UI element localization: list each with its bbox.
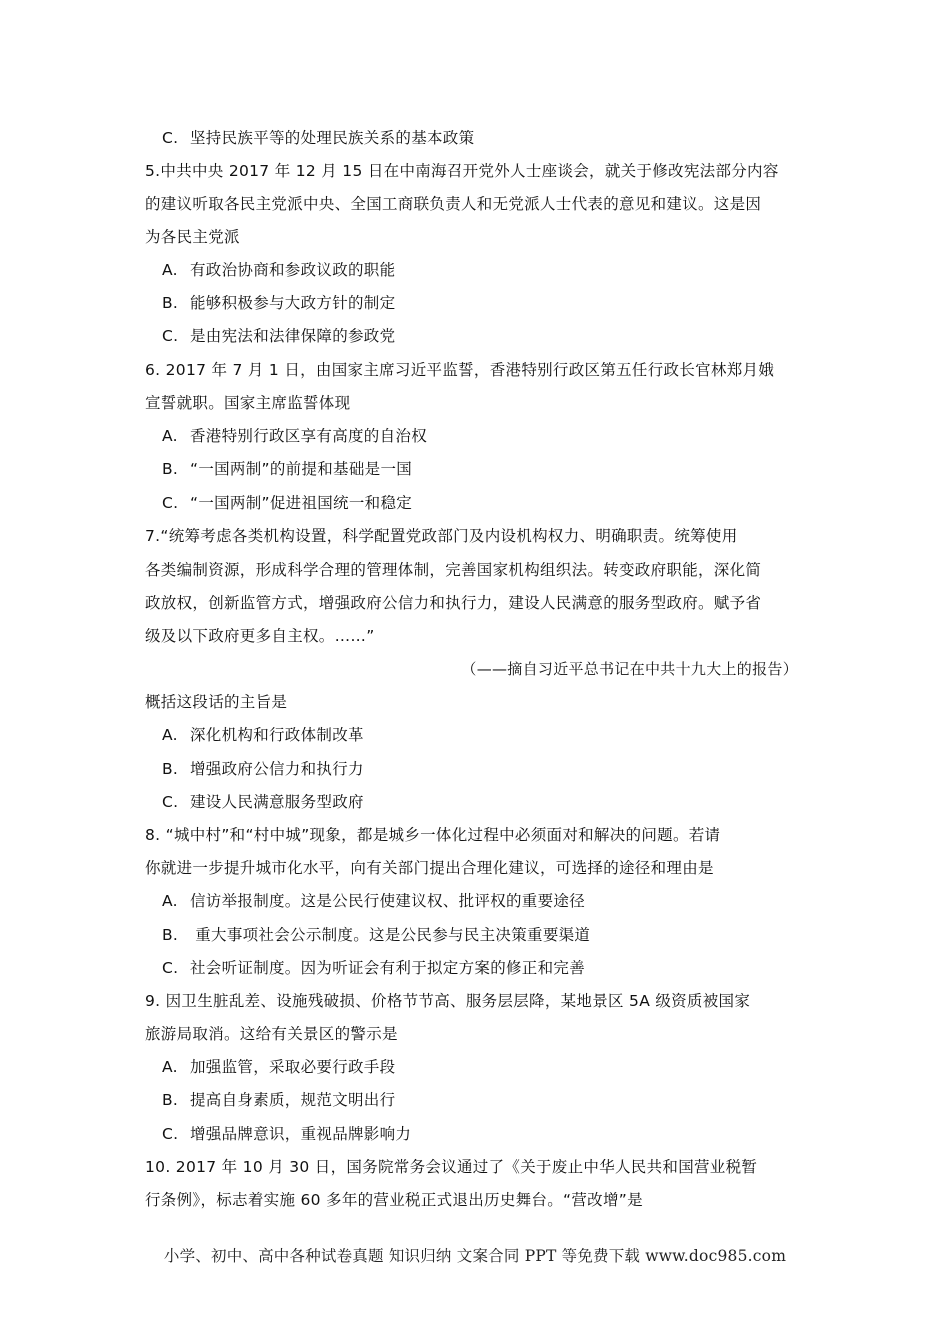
option-text: 有政治协商和参政议政的职能 <box>190 261 396 279</box>
q8-option-a <box>162 891 585 911</box>
q10-stem-line-2: 行条例》，标志着实施 60 多年的营业税正式退出历史舞台。“营改增”是 <box>145 1191 643 1209</box>
q5-option-c <box>162 326 395 346</box>
q7-prompt: 概括这段话的主旨是 <box>145 693 288 711</box>
q5-stem-line-1: 5.中共中央 2017 年 12 月 15 日在中南海召开党外人士座谈会，就关于修改宪法部分内容 <box>145 162 779 180</box>
q5-option-a <box>162 260 395 280</box>
option-text: 提高自身素质，规范文明出行 <box>190 1091 396 1109</box>
option-label: A. <box>162 1058 178 1076</box>
option-label: A. <box>162 261 178 279</box>
option-text: 能够积极参与大政方针的制定 <box>190 294 396 312</box>
q9-stem-line-2: 旅游局取消。这给有关景区的警示是 <box>145 1025 398 1043</box>
option-text: 加强监管，采取必要行政手段 <box>190 1058 396 1076</box>
option-label: B. <box>162 760 179 778</box>
option-text: 信访举报制度。这是公民行使建议权、批评权的重要途径 <box>190 892 586 910</box>
option-label: A. <box>162 726 178 744</box>
option-label: B. <box>162 460 179 478</box>
q8-option-c <box>162 958 585 978</box>
option-text: 增强政府公信力和执行力 <box>190 760 364 778</box>
q9-option-b <box>162 1090 395 1110</box>
q6-option-a <box>162 426 427 446</box>
option-label: A. <box>162 427 178 445</box>
option-text: 是由宪法和法律保障的参政党 <box>190 327 396 345</box>
option-label: C. <box>162 494 179 512</box>
option-text: 增强品牌意识，重视品牌影响力 <box>190 1125 412 1143</box>
option-label: C. <box>162 129 179 147</box>
q6-option-b <box>162 459 412 479</box>
q5-stem-line-2: 的建议听取各民主党派中央、全国工商联负责人和无党派人士代表的意见和建议。这是因 <box>145 195 762 213</box>
q8-stem-line-1: 8. “城中村”和“村中城”现象，都是城乡一体化过程中必须面对和解决的问题。若请 <box>145 826 721 844</box>
option-text: 社会听证制度。因为听证会有利于拟定方案的修正和完善 <box>190 959 586 977</box>
q8-stem-line-2: 你就进一步提升城市化水平，向有关部门提出合理化建议，可选择的途径和理由是 <box>145 859 714 877</box>
option-label: C. <box>162 959 179 977</box>
q7-option-b <box>162 759 364 779</box>
option-text: 深化机构和行政体制改革 <box>190 726 364 744</box>
q6-option-c <box>162 493 412 513</box>
page-footer: 小学、初中、高中各种试卷真题 知识归纳 文案合同 PPT 等免费下载 www.doc985.com <box>163 1247 787 1265</box>
q7-stem-line-1: 7.“统筹考虑各类机构设置，科学配置党政部门及内设机构权力、明确职责。统筹使用 <box>145 527 738 545</box>
q7-stem-line-2: 各类编制资源，形成科学合理的管理体制，完善国家机构组织法。转变政府职能，深化简 <box>145 561 762 579</box>
option-label: B. <box>162 926 179 944</box>
q6-stem-line-2: 宣誓就职。国家主席监誓体现 <box>145 394 351 412</box>
q9-option-c <box>162 1124 411 1144</box>
q7-stem-line-3: 政放权，创新监管方式，增强政府公信力和执行力，建设人民满意的服务型政府。赋予省 <box>145 594 762 612</box>
option-text: 坚持民族平等的处理民族关系的基本政策 <box>190 129 475 147</box>
q9-stem-line-1: 9. 因卫生脏乱差、设施残破损、价格节节高、服务层层降，某地景区 5A 级资质被国家 <box>145 992 751 1010</box>
q5-option-b <box>162 293 395 313</box>
q7-option-c <box>162 792 364 812</box>
q7-option-a <box>162 725 364 745</box>
q10-stem-line-1: 10. 2017 年 10 月 30 日，国务院常务会议通过了《关于废止中华人民共和国营业税暂 <box>145 1158 758 1176</box>
option-text: 建设人民满意服务型政府 <box>190 793 364 811</box>
q7-source-citation: （——摘自习近平总书记在中共十九大上的报告） <box>461 660 798 678</box>
q4-option-c <box>162 128 474 148</box>
option-label: C. <box>162 1125 179 1143</box>
q6-stem-line-1: 6. 2017 年 7 月 1 日，由国家主席习近平监誓，香港特别行政区第五任行政长官林郑月娥 <box>145 361 775 379</box>
option-text: “一国两制”的前提和基础是一国 <box>190 460 413 478</box>
option-label: C. <box>162 793 179 811</box>
option-text: “一国两制”促进祖国统一和稳定 <box>190 494 413 512</box>
q5-stem-line-3: 为各民主党派 <box>145 228 240 246</box>
option-label: C. <box>162 327 179 345</box>
q9-option-a <box>162 1057 395 1077</box>
q8-option-b <box>162 925 590 945</box>
option-text: 重大事项社会公示制度。这是公民参与民主决策重要渠道 <box>190 926 591 944</box>
option-label: A. <box>162 892 178 910</box>
option-text: 香港特别行政区享有高度的自治权 <box>190 427 428 445</box>
option-label: B. <box>162 294 179 312</box>
option-label: B. <box>162 1091 179 1109</box>
q7-stem-line-4: 级及以下政府更多自主权。……” <box>145 627 375 645</box>
